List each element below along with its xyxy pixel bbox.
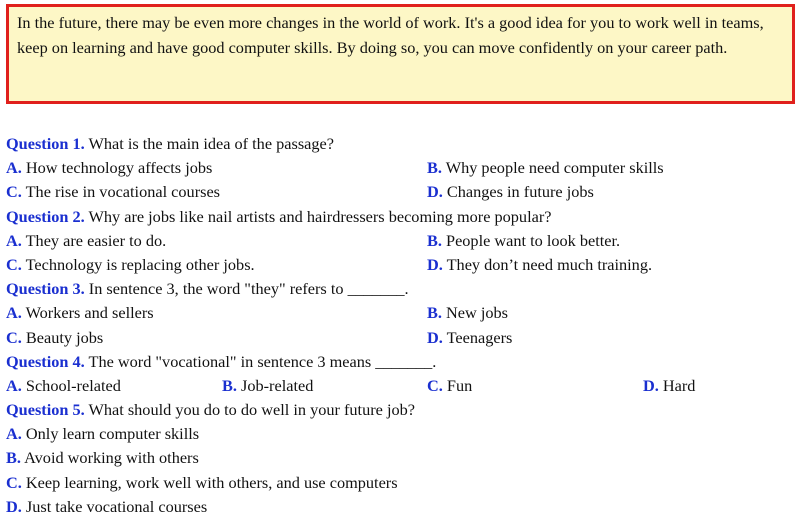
q3-option-c: C. Beauty jobs	[6, 327, 104, 347]
q3-option-d: D. Teenagers	[427, 327, 513, 347]
question-2-label: Question 2.	[6, 206, 85, 226]
question-3-text: In sentence 3, the word "they" refers to _______.	[84, 279, 409, 299]
question-4-text: The word "vocational" in sentence 3 means _______.	[84, 351, 437, 371]
question-2-text: Why are jobs like nail artists and hairdressers becoming more popular?	[84, 206, 552, 226]
q2-option-d: D. They don’t need much training.	[427, 254, 653, 274]
q4-option-b: B. Job-related	[222, 375, 314, 395]
question-list	[6, 132, 801, 519]
question-2	[6, 205, 801, 229]
question-5-text: What should you do to do well in your future job?	[84, 400, 415, 420]
q1-option-c: C. The rise in vocational courses	[6, 182, 221, 202]
q2-option-b: B. People want to look better.	[427, 230, 621, 250]
q1-option-b: B. Why people need computer skills	[427, 158, 664, 178]
question-2-options-row-2	[6, 253, 801, 277]
q5-option-a: A. Only learn computer skills	[6, 424, 200, 444]
question-3	[6, 277, 801, 301]
q5-option-c: C. Keep learning, work well with others, and use computers	[6, 472, 398, 492]
question-3-options-row-2	[6, 326, 801, 350]
question-1-options-row-1	[6, 156, 801, 180]
question-3-label: Question 3.	[6, 279, 85, 299]
passage-box	[6, 4, 795, 104]
question-1	[6, 132, 801, 156]
q1-option-d: D. Changes in future jobs	[427, 182, 594, 202]
question-1-options-row-2	[6, 180, 801, 204]
question-1-text: What is the main idea of the passage?	[84, 134, 334, 153]
question-2-options-row-1	[6, 229, 801, 253]
q2-option-a: A. They are easier to do.	[6, 230, 167, 250]
q1-option-a: A. How technology affects jobs	[6, 158, 213, 178]
q5-option-b: B. Avoid working with others	[6, 448, 199, 468]
question-4-label: Question 4.	[6, 351, 85, 371]
passage-text: In the future, there may be even more changes in the world of work. It's a good idea for you to work well in teams, keep on learning and have good computer skills. By doing so, you can move confidently on your career path.	[17, 13, 764, 57]
q2-option-c: C. Technology is replacing other jobs.	[6, 254, 255, 274]
q3-option-b: B. New jobs	[427, 303, 508, 323]
q3-option-a: A. Workers and sellers	[6, 303, 154, 323]
question-1-label: Question 1.	[6, 134, 85, 153]
question-4	[6, 350, 801, 374]
q4-option-d: D. Hard	[643, 375, 696, 395]
q4-option-a: A. School-related	[6, 375, 121, 395]
question-3-options-row-1	[6, 301, 801, 325]
question-5	[6, 398, 801, 422]
q4-option-c: C. Fun	[427, 375, 473, 395]
q5-option-d: D. Just take vocational courses	[6, 496, 208, 516]
question-4-options-row	[6, 374, 801, 398]
question-5-label: Question 5.	[6, 400, 85, 420]
